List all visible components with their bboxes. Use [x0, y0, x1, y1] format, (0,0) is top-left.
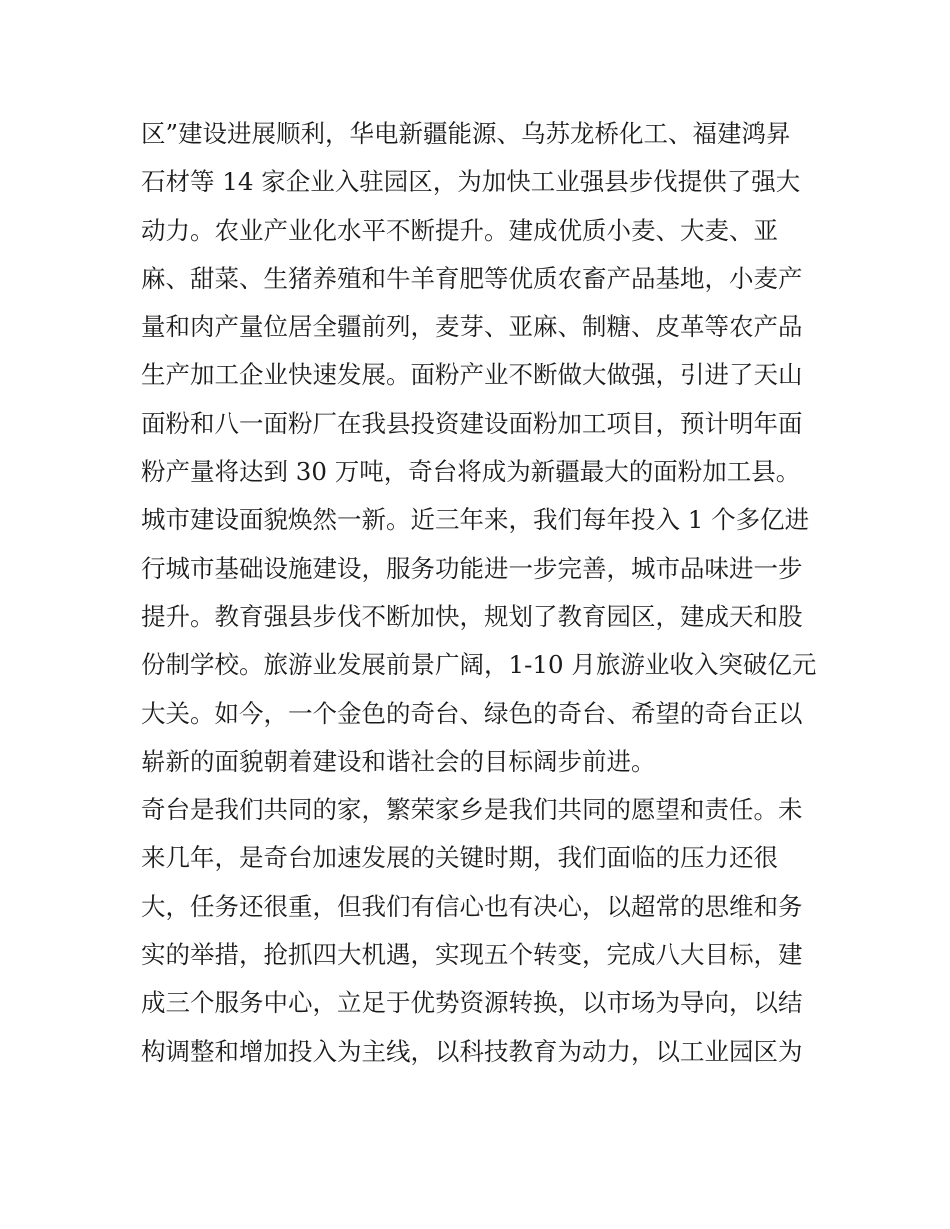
document-body: [141, 110, 821, 1076]
text-line: 行城市基础设施建设，服务功能进一步完善，城市品味进一步: [141, 553, 803, 583]
text-line: 奇台是我们共同的家，繁荣家乡是我们共同的愿望和责任。未: [141, 795, 803, 825]
text-line: 成三个服务中心，立足于优势资源转换，以市场为导向，以结: [141, 988, 803, 1018]
text-line: 区”建设进展顺利，华电新疆能源、乌苏龙桥化工、福建鸿昇: [141, 119, 791, 148]
text-line: 来几年，是奇台加速发展的关键时期，我们面临的压力还很: [141, 843, 778, 873]
text-line: 面粉和八一面粉厂在我县投资建设面粉加工项目，预计明年面: [141, 408, 803, 438]
text-line: 动力。农业产业化水平不断提升。建成优质小麦、大麦、亚: [141, 215, 778, 245]
text-line: 提升。教育强县步伐不断加快，规划了教育园区，建成天和股: [141, 601, 803, 631]
text-line: 粉产量将达到 30 万吨，奇台将成为新疆最大的面粉加工县。: [141, 457, 801, 487]
text-line: 大关。如今，一个金色的奇台、绿色的奇台、希望的奇台正以: [141, 698, 803, 728]
text-line: 石材等 14 家企业入驻园区，为加快工业强县步伐提供了强大: [141, 167, 801, 197]
text-line: 量和肉产量位居全疆前列，麦芽、亚麻、制糖、皮革等农产品: [141, 312, 803, 342]
text-line: 大，任务还很重，但我们有信心也有决心，以超常的思维和务: [141, 891, 803, 921]
text-line: 麻、甜菜、生猪养殖和牛羊育肥等优质农畜产品基地，小麦产: [141, 263, 803, 293]
text-line: 崭新的面貌朝着建设和谐社会的目标阔步前进。: [141, 746, 656, 776]
text-line: 实的举措，抢抓四大机遇，实现五个转变，完成八大目标，建: [141, 940, 803, 970]
text-line: 份制学校。旅游业发展前景广阔，1-10 月旅游业收入突破亿元: [141, 650, 817, 680]
text-line: 构调整和增加投入为主线，以科技教育为动力，以工业园区为: [141, 1036, 803, 1066]
text-line: 生产加工企业快速发展。面粉产业不断做大做强，引进了天山: [141, 360, 803, 390]
text-line: 城市建设面貌焕然一新。近三年来，我们每年投入 1 个多亿进: [141, 505, 810, 535]
